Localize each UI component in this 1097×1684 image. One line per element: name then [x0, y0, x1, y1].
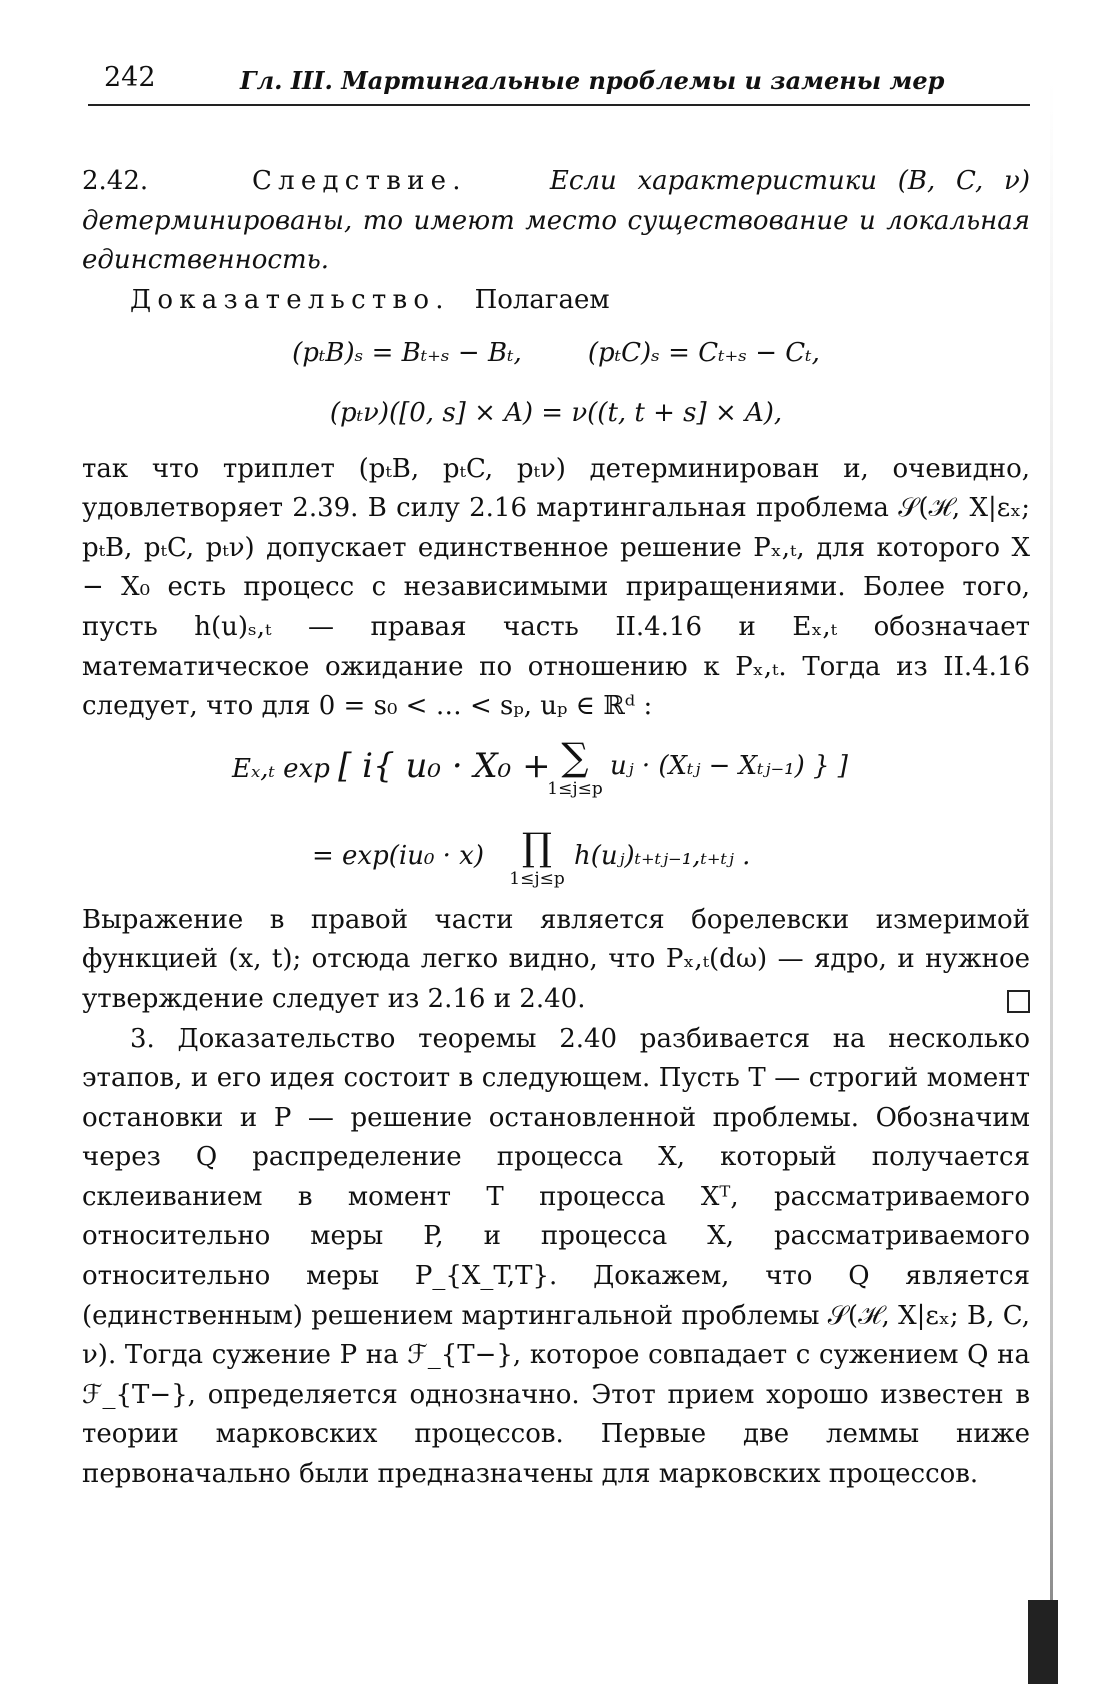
product-operator [507, 825, 567, 889]
corollary-text: Если характеристики (B, C, ν) детерминированы, то имеют место существование и локальная единственность. [82, 166, 1031, 276]
proof-intro [82, 281, 1030, 321]
equation-2-lhs-prefix: Eₓ,ₜ exp [232, 753, 330, 784]
paragraph-2-text: Выражение в правой части является борелевски измеримой функцией (x, t); отсюда легко видно, что Pₓ,ₜ(dω) — ядро, и нужное утверждение следует из 2.16 и 2.40. [82, 904, 1030, 1014]
corollary-number: 2.42. [82, 166, 149, 196]
corollary-paragraph [82, 162, 1030, 281]
proof-label: Доказательство. [130, 284, 450, 315]
display-equation-1-line2: (pₜν)([0, s] × A) = ν((t, t + s] × A), [329, 397, 783, 428]
running-title: Гл. III. Мартингальные проблемы и замены мер [240, 66, 945, 95]
page-body [82, 162, 1030, 1495]
sum-symbol: ∑ [561, 734, 589, 779]
product-limits: 1≤j≤p [509, 868, 565, 889]
paragraph-2 [82, 901, 1030, 1020]
qed-box-icon [1007, 990, 1030, 1013]
equation-2-bracket-open: [ i{ u₀ · X₀ + [338, 745, 551, 786]
paragraph-3: 3. Доказательство теоремы 2.40 разбивается на несколько этапов, и его идея состоит в следующем. Пусть T — строгий момент остановки и P — решение остановленной проблемы. Обозначим через Q распределение процесса X, который получается склеиванием в момент T процесса Xᵀ, рассматриваемого относительно меры P, и процесса X, рассматриваемого относительно меры P_{X_T,T}. Докажем, что Q является (единственным) решением мартингальной проблемы 𝒮(ℋ, X|εₓ; B, C, ν). Тогда сужение P на ℱ_{T−}, которое совпадает с сужением Q на ℱ_{T−}, определяется однозначно. Этот прием хорошо известен в теории марковских процессов. Первые две леммы ниже первоначально были предназначены для марковских процессов. [82, 1023, 1030, 1490]
page-header [88, 60, 1030, 106]
display-equation-2 [82, 734, 1030, 891]
product-term: h(uⱼ)ₜ₊ₜⱼ₋₁,ₜ₊ₜⱼ . [574, 840, 751, 871]
product-symbol: ∏ [521, 824, 553, 869]
page-edge-shadow [1050, 80, 1053, 1680]
page-number: 242 [104, 62, 156, 93]
proof-intro-text: Полагаем [474, 284, 610, 315]
sum-limits: 1≤j≤p [547, 778, 603, 799]
display-equation-1-line1: (pₜB)ₛ = Bₜ₊ₛ − Bₜ, (pₜC)ₛ = Cₜ₊ₛ − Cₜ, [292, 338, 820, 369]
corollary-label: Следствие. [252, 166, 467, 196]
paragraph-1: так что триплет (pₜB, pₜC, pₜν) детерминирован и, очевидно, удовлетворяет 2.39. В силу 2.16 мартингальная проблема 𝒮(ℋ, X|εₓ; pₜB, pₜC, pₜν) допускает единственное решение Pₓ,ₜ, для которого X − X₀ есть процесс с независимыми приращениями. Более того, пусть h(u)ₛ,ₜ — правая часть II.4.16 и Eₓ,ₜ обозначает математическое ожидание по отношению к Pₓ,ₜ. Тогда из II.4.16 следует, что для 0 = s₀ < … < sₚ, uₚ ∈ ℝᵈ : [82, 453, 1030, 722]
sum-term: uⱼ · (Xₜⱼ − Xₜⱼ₋₁) } ] [610, 750, 848, 781]
equation-2-rhs-prefix: = exp(iu₀ · x) [312, 840, 484, 871]
sum-operator [545, 735, 605, 799]
binding-corner [1028, 1600, 1058, 1684]
display-equation-1 [82, 334, 1030, 433]
equation-2-lhs [232, 747, 551, 790]
